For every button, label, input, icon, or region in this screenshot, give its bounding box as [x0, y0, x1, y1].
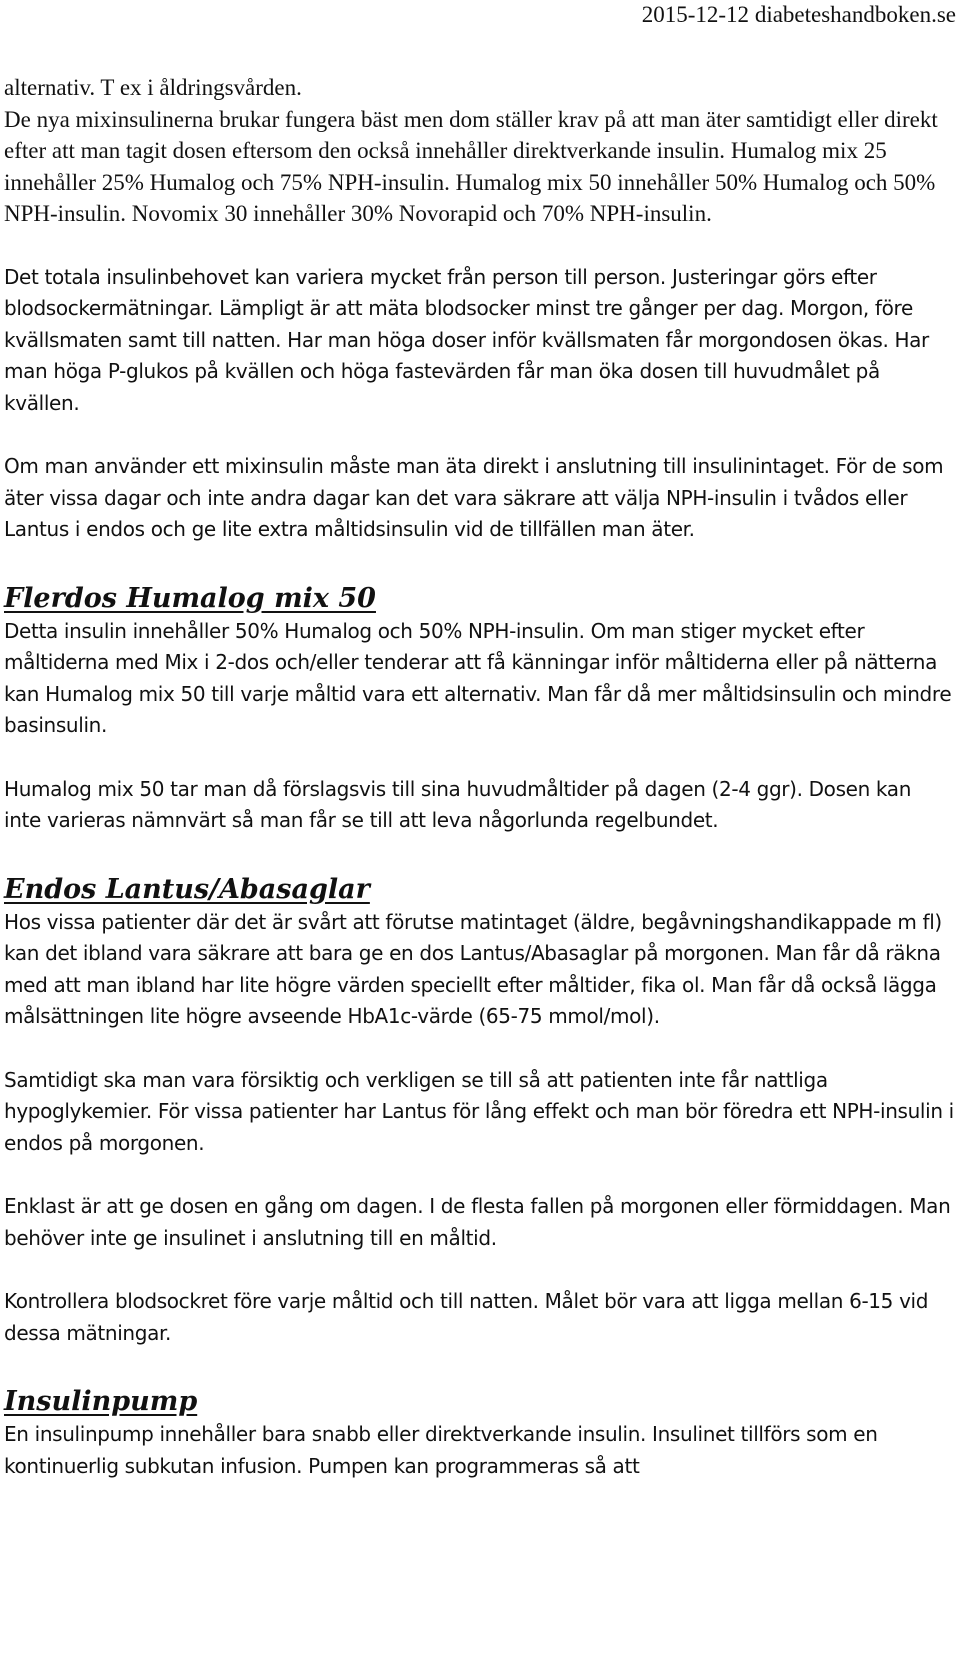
paragraph-endos-3: Enklast är att ge dosen en gång om dagen. I de flesta fallen på morgonen eller förmiddagen. Man behöver inte ge insulinet i anslutning till en måltid. — [4, 1194, 951, 1250]
intro-line-a: alternativ. T ex i åldringsvården. — [4, 75, 302, 100]
header-site: diabeteshandboken.se — [754, 2, 956, 27]
intro-paragraph — [4, 72, 954, 230]
paragraph-mixinsulin: Om man använder ett mixinsulin måste man äta direkt i anslutning till insulinintaget. För de som äter vissa dagar och inte andra dagar kan det vara säkrare att välja NPH-insulin i tvådos eller Lantus i endos och ge lite extra måltidsinsulin vid de tillfällen man äter. — [4, 454, 944, 541]
intro-line-b: De nya mixinsulinerna brukar fungera bäst men dom ställer krav på att man äter samtidigt eller direkt efter att man tagit dosen eftersom den också innehåller direktverkande insulin. — [4, 106, 938, 163]
heading-endos: Endos Lantus/Abasaglar — [4, 873, 370, 905]
page-header — [642, 0, 956, 30]
heading-insulinpump: Insulinpump — [4, 1386, 198, 1417]
paragraph-endos-1: Hos vissa patienter där det är svårt att förutse matintaget (äldre, begåvningshandikappade m fl) kan det ibland vara säkrare att bara ge en dos Lantus/Abasaglar på morgonen. Man får då räkna med att man ibland har lite högre värden speciellt efter måltider, fika ol. Man får då också lägga målsättningen lite högre avseende HbA1c-värde (65-75 mmol/mol). — [4, 909, 942, 1028]
paragraph-flerdos-1: Detta insulin innehåller 50% Humalog och 50% NPH-insulin. Om man stiger mycket efter måltiderna med Mix i 2-dos och/eller tenderar att få känningar inför måltiderna eller på nätterna kan Humalog mix 50 till varje måltid vara ett alternativ. Man får då mer måltidsinsulin och mindre basinsulin. — [4, 618, 952, 737]
intro-line-c: Humalog mix 25 innehåller 25% Humalog och 75% NPH-insulin. Humalog mix 50 innehåller 50% Humalog och 50% NPH-insulin. Novomix 30 innehåller 30% Novorapid och 70% NPH-insulin. — [4, 138, 936, 226]
document-body — [4, 72, 954, 1482]
paragraph-insulinbehov: Det totala insulinbehovet kan variera mycket från person till person. Justeringar görs efter blodsockermätningar. Lämpligt är att mäta blodsocker minst tre gånger per dag. Morgon, före kvällsmaten samt till natten. Har man höga doser inför kvällsmaten får morgondosen ökas. Har man höga P-glukos på kvällen och höga fastevärden får man öka dosen till huvudmålet på kvällen. — [4, 264, 929, 415]
heading-flerdos: Flerdos Humalog mix 50 — [4, 582, 376, 614]
header-date: 2015-12-12 — [641, 2, 750, 27]
paragraph-endos-4: Kontrollera blodsockret före varje måltid och till natten. Målet bör vara att ligga mellan 6-15 vid dessa mätningar. — [4, 1289, 929, 1345]
paragraph-flerdos-2: Humalog mix 50 tar man då förslagsvis till sina huvudmåltider på dagen (2-4 ggr). Dosen kan inte varieras nämnvärt så man får se till att leva någorlunda regelbundet. — [4, 776, 912, 832]
paragraph-pump-1: En insulinpump innehåller bara snabb eller direktverkande insulin. Insulinet tillförs som en kontinuerlig subkutan infusion. Pumpen kan programmeras så att — [4, 1422, 878, 1478]
paragraph-endos-2: Samtidigt ska man vara försiktig och verkligen se till så att patienten inte får nattliga hypoglykemier. För vissa patienter har Lantus för lång effekt och man bör föredra ett NPH-insulin i endos på morgonen. — [4, 1067, 954, 1155]
